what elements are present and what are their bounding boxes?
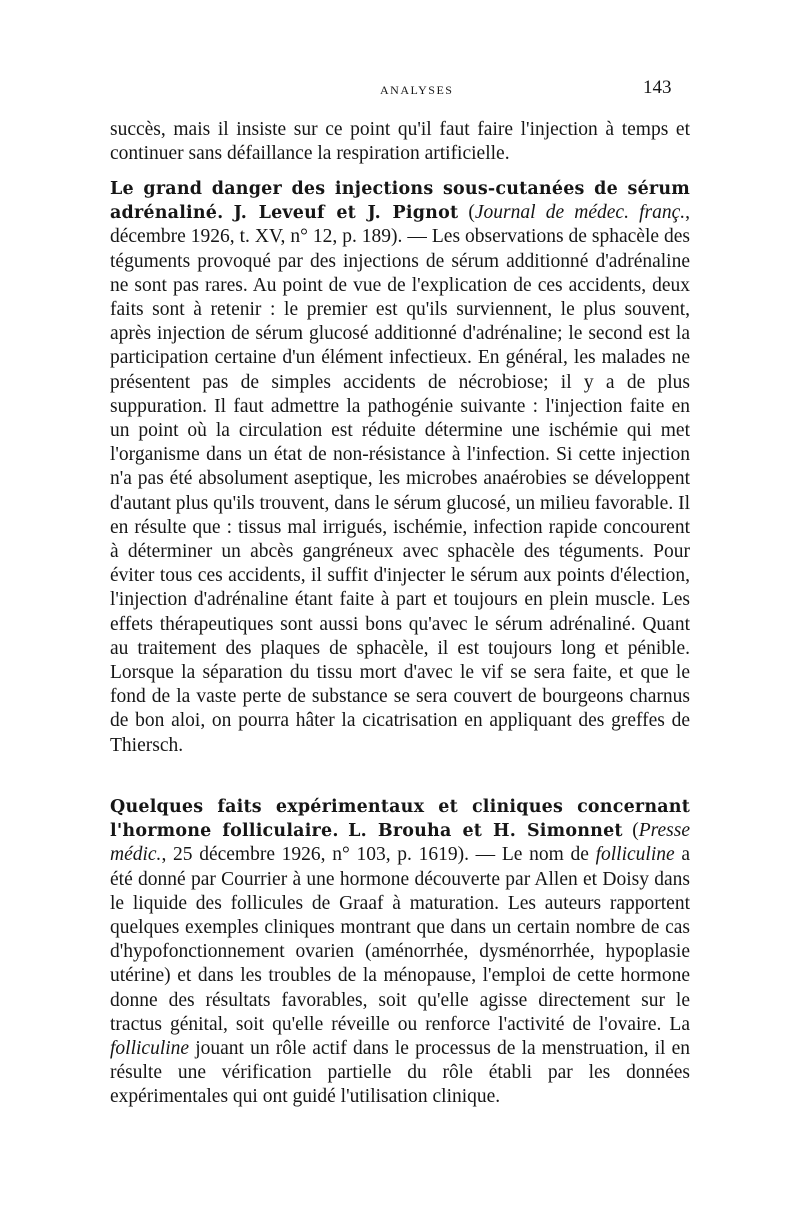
continuation-text: succès, mais il insiste sur ce point qu'il faut faire l'injection à temps et continuer sans défaillance la respiration artificielle.	[110, 119, 690, 165]
article-1-body: Les observations de sphacèle des téguments provoqué par des injections de sérum additionné d'adrénaline ne sont pas rares. Au point de vue de l'explication de ces accidents, deux faits sont à retenir : le premier est qu'ils surviennent, le plus souvent, après injection de sérum glucosé additionné d'adrénaline; le second est la participation certaine d'un élément infectieux. En général, les malades ne présentent pas de simples accidents de nécrobiose; il y a de plus suppuration. Il faut admettre la pathogénie suivante : l'injection faite en un point où la circulation est réduite détermine une ischémie qui met l'organisme dans un état de non-résistance à l'infection. Si cette injection n'a pas été absolument aseptique, les microbes anaérobies se développent d'autant plus qu'ils trouvent, dans le sérum glucosé, un milieu favorable. Il en résulte que : tissus mal irrigués, ischémie, infection rapide concourent à déterminer un abcès gangréneux avec sphacèle des téguments. Pour éviter tous ces accidents, il suffit d'injecter le sérum aux points d'élection, l'injection d'adrénaline étant faite à part et toujours en plein muscle. Les effets thérapeutiques sont aussi bons qu'avec le sérum adrénaliné. Quant au traitement des plaques de sphacèle, il est toujours long et pénible. Lorsque la séparation du tissu mort d'avec le vif se sera faite, et que le fond de la vaste perte de substance se sera couvert de bourgeons charnus de bon aloi, on pourra hâter la cicatrisation en appliquant des greffes de Thiersch.	[110, 226, 690, 756]
article-2-body-part-1: a été donné par Courrier à une hormone découverte par Allen et Doisy dans le liquide des follicules de Graaf à maturation. Les auteurs rapportent quelques exemples cliniques montrant que dans un certain nombre de cas d'hypofonctionnement ovarien (aménorrhée, dysménorrhée, hypoplasie utérine) et dans les troubles de la ménopause, l'emploi de cette hormone donne des résultats favorables, soit qu'elle agisse directement sur le tractus génital, soit qu'elle réveille ou renforce l'activité de l'ovaire. La	[110, 844, 691, 1035]
page-number: 143	[643, 77, 672, 98]
article-1-title: Le grand danger des injections sous-cutanées de sérum adrénaliné.	[110, 179, 690, 224]
article-2-term-repeat: folliculine	[110, 1038, 190, 1060]
article-2-body-lead: Le nom de	[501, 844, 596, 866]
article-2-authors: L. Brouha et H. Simonnet	[348, 821, 623, 842]
article-2	[110, 795, 690, 1110]
article-2-term: folliculine	[595, 844, 675, 866]
article-2-body-part-2: jouant un rôle actif dans le processus de la menstruation, il en résulte une vérification partielle du rôle établi par les données expérimentales qui ont guidé l'utilisation clinique.	[110, 1038, 690, 1108]
article-2-paragraph: Quelques faits expérimentaux et cliniques concernant l'hormone folliculaire. L. Brouha et H. Simonnet (Presse médic., 25 décembre 1926, n° 103, p. 1619). — Le nom de folliculine a été donné par Courrier à une hormone découverte par Allen et Doisy dans le liquide des follicules de Graaf à maturation. Les auteurs rapportent quelques exemples cliniques montrant que dans un certain nombre de cas d'hypofonctionnement ovarien (aménorrhée, dysménorrhée, hypoplasie utérine) et dans les troubles de la ménopause, l'emploi de cette hormone donne des résultats favorables, soit qu'elle agisse directement sur le tractus génital, soit qu'elle réveille ou renforce l'activité de l'ovaire. La folliculine jouant un rôle actif dans le processus de la menstruation, il en résulte une vérification partielle du rôle établi par les données expérimentales qui ont guidé l'utilisation clinique.	[110, 797, 691, 1108]
article-2-citation: , 25 décembre 1926, n° 103, p. 1619). —	[161, 844, 502, 866]
article-2-title: Quelques faits expérimentaux et cliniques concernant l'hormone folliculaire.	[110, 797, 690, 842]
article-1-authors: J. Leveuf et J. Pignot	[233, 203, 459, 224]
article-1-paragraph: Le grand danger des injections sous-cutanées de sérum adrénaliné. J. Leveuf et J. Pignot (Journal de médec. franç., décembre 1926, t. XV, n° 12, p. 189). — Les observations de sphacèle des téguments provoqué par des injections de sérum additionné d'adrénaline ne sont pas rares. Au point de vue de l'explication de ces accidents, deux faits sont à retenir : le premier est qu'ils surviennent, le plus souvent, après injection de sérum glucosé additionné d'adrénaline; le second est la participation certaine d'un élément infectieux. En général, les malades ne présentent pas de simples accidents de nécrobiose; il y a de plus suppuration. Il faut admettre la pathogénie suivante : l'injection faite en un point où la circulation est réduite détermine une ischémie qui met l'organisme dans un état de non-résistance à l'infection. Si cette injection n'a pas été absolument aseptique, les microbes anaérobies se développent d'autant plus qu'ils trouvent, dans le sérum glucosé, un milieu favorable. Il en résulte que : tissus mal irrigués, ischémie, infection rapide concourent à déterminer un abcès gangréneux avec sphacèle des téguments. Pour éviter tous ces accidents, il suffit d'injecter le sérum aux points d'élection, l'injection d'adrénaline étant faite à part et toujours en plein muscle. Les effets thérapeutiques sont aussi bons qu'avec le sérum adrénaliné. Quant au traitement des plaques de sphacèle, il est toujours long et pénible. Lorsque la séparation du tissu mort d'avec le vif se sera faite, et que le fond de la vaste perte de substance se sera couvert de bourgeons charnus de bon aloi, on pourra hâter la cicatrisation en appliquant des greffes de Thiersch.	[110, 179, 691, 756]
continuation-paragraph	[110, 118, 690, 166]
article-1-citation: , décembre 1926, t. XV, n° 12, p. 189). —	[110, 202, 691, 248]
article-1	[110, 177, 690, 758]
article-2-journal: Presse médic.	[110, 820, 690, 866]
article-1-journal: Journal de médec. franç.	[474, 202, 686, 224]
running-head: ANALYSES	[380, 83, 454, 97]
